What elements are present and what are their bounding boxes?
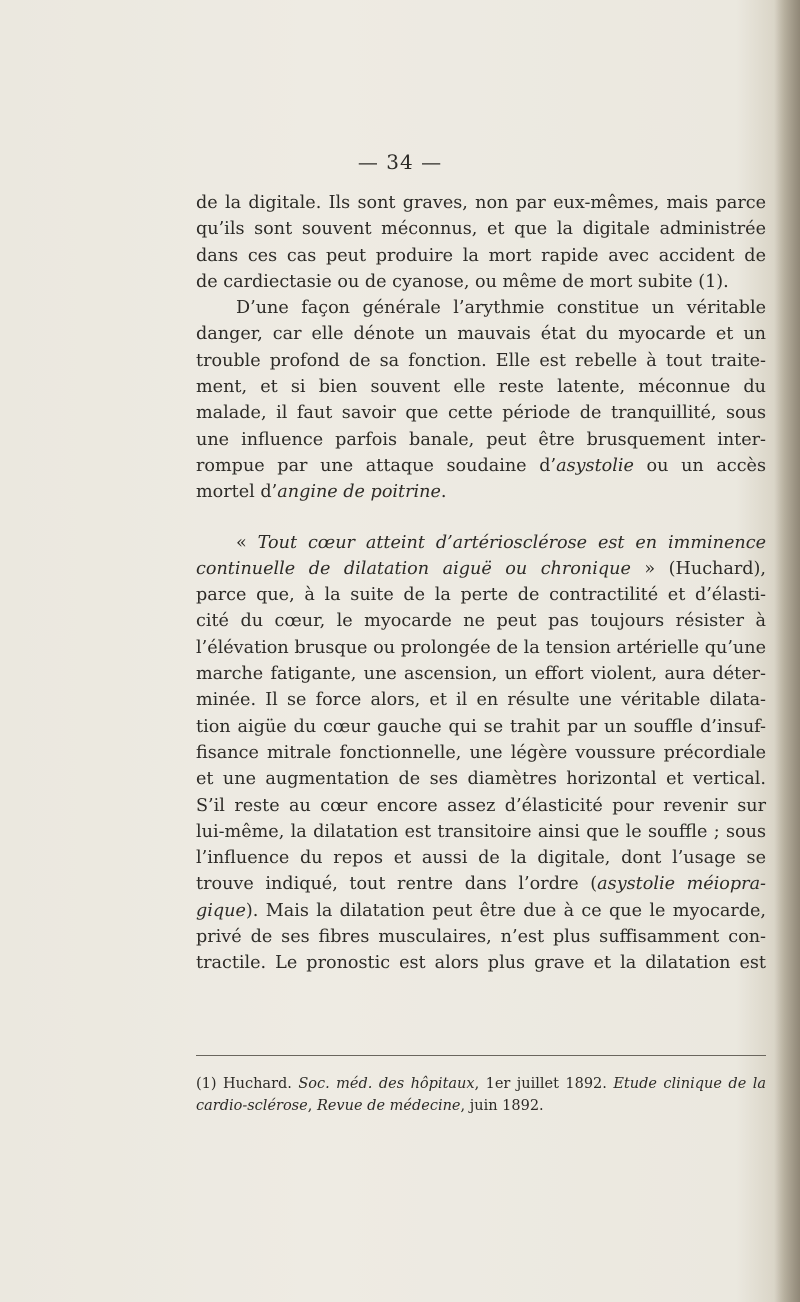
- paragraph-2: [196, 295, 766, 505]
- text-line: tractile. Le pronostic est alors plus grave et la dilatation est: [196, 953, 766, 974]
- text-line: trouble profond de sa fonction. Elle est rebelle à tout traite-: [196, 350, 766, 371]
- text-line: qu’ils sont souvent méconnus, et que la digitale administrée: [196, 219, 766, 240]
- footnote: [196, 1073, 766, 1117]
- page-number: — 34 —: [357, 150, 443, 174]
- text-line: privé de ses fibres musculaires, n’est plus suffisamment con-: [196, 927, 766, 948]
- text-line: marche fatigante, une ascension, un effort violent, aura déter-: [196, 664, 766, 685]
- text-line: l’influence du repos et aussi de la digitale, dont l’usage se: [196, 848, 766, 869]
- text-line: parce que, à la suite de la perte de contractilité et d’élasti-: [196, 585, 766, 606]
- paragraph-3: [196, 530, 766, 977]
- text-line: mortel d’angine de poitrine.: [196, 482, 447, 503]
- text-line: trouve indiqué, tout rentre dans l’ordre (asystolie méiopra-: [196, 874, 767, 895]
- text-line: l’élévation brusque ou prolongée de la tension artérielle qu’une: [196, 637, 766, 658]
- text-line: de la digitale. Ils sont graves, non par eux-mêmes, mais parce: [196, 193, 766, 213]
- text-line: de cardiectasie ou de cyanose, ou même de mort subite (1).: [196, 271, 729, 292]
- text-line: une influence parfois banale, peut être brusquement inter-: [196, 429, 766, 450]
- text-line: danger, car elle dénote un mauvais état du myocarde et un: [196, 324, 766, 345]
- page-edge-shadow: [774, 0, 800, 1302]
- text-line: cité du cœur, le myocarde ne peut pas toujours résister à: [196, 611, 766, 632]
- footnote-line: cardio-sclérose, Revue de médecine, juin 1892.: [196, 1098, 544, 1114]
- paragraph-1: [196, 190, 766, 295]
- footnote-line: (1) Huchard. Soc. méd. des hôpitaux, 1er juillet 1892. Etude clinique de la: [196, 1076, 766, 1092]
- text-line: continuelle de dilatation aiguë ou chronique » (Huchard),: [196, 558, 766, 579]
- footnote-rule: [196, 1055, 766, 1056]
- paragraph-gap: [196, 506, 766, 530]
- text-line: S’il reste au cœur encore assez d’élasticité pour revenir sur: [196, 795, 766, 816]
- text-line: ment, et si bien souvent elle reste latente, méconnue du: [196, 377, 766, 398]
- text-line: D’une façon générale l’arythmie constitue un véritable: [236, 298, 766, 319]
- text-line: fisance mitrale fonctionnelle, une légère voussure précordiale: [196, 742, 766, 763]
- text-line: dans ces cas peut produire la mort rapide avec accident de: [196, 245, 766, 266]
- text-line: tion aigüe du cœur gauche qui se trahit par un souffle d’insuf-: [196, 716, 766, 737]
- text-line: lui-même, la dilatation est transitoire ainsi que le souffle ; sous: [196, 821, 766, 842]
- text-line: malade, il faut savoir que cette période de tranquillité, sous: [196, 403, 766, 424]
- text-line: « Tout cœur atteint d’artériosclérose est en imminence: [236, 532, 766, 553]
- body-text: [196, 190, 766, 977]
- text-line: minée. Il se force alors, et il en résulte une véritable dilata-: [196, 690, 766, 711]
- text-line: et une augmentation de ses diamètres horizontal et vertical.: [196, 769, 766, 790]
- text-line: gique). Mais la dilatation peut être due à ce que le myocarde,: [196, 900, 766, 921]
- text-line: rompue par une attaque soudaine d’asystolie ou un accès: [196, 455, 766, 476]
